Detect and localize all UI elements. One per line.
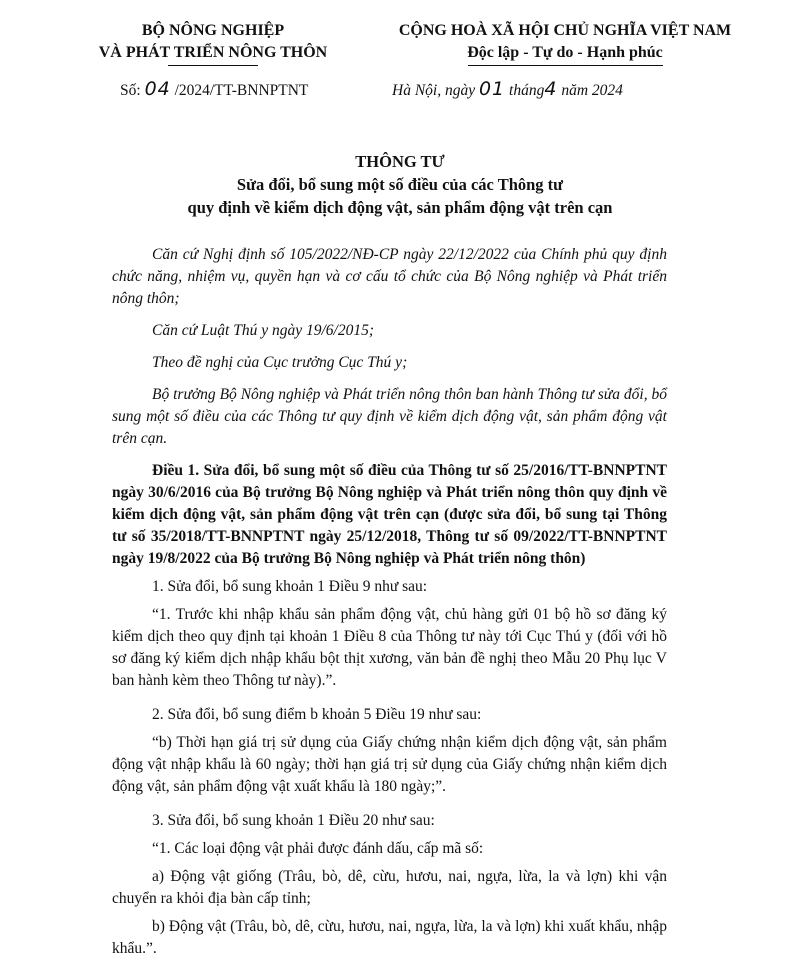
document-title <box>0 150 800 219</box>
document-body <box>112 244 667 966</box>
article-1-heading: Điều 1. Sửa đổi, bổ sung một số điều của Thông tư số 25/2016/TT-BNNPTNT ngày 30/6/2016 của Bộ trưởng Bộ Nông nghiệp và Phát triển nông thôn quy định về kiểm dịch động vật, sản phẩm động vật trên cạn (được sửa đổi, bổ sung tại Thông tư số 35/2018/TT-BNNPTNT ngày 25/12/2018, Thông tư số 09/2022/TT-BNNPTNT ngày 19/8/2022 của Bộ trưởng Bộ Nông nghiệp và Phát triển nông thôn) <box>112 462 667 567</box>
clause-3-text: “1. Các loại động vật phải được đánh dấu, cấp mã số: <box>152 840 484 857</box>
basis-decree: Căn cứ Nghị định số 105/2022/NĐ-CP ngày 22/12/2022 của Chính phủ quy định chức năng, nhiệm vụ, quyền hạn và cơ cấu tổ chức của Bộ Nông nghiệp và Phát triển nông thôn; <box>112 246 667 307</box>
clause-1-text: “1. Trước khi nhập khẩu sản phẩm động vật, chủ hàng gửi 01 bộ hồ sơ đăng ký kiểm dịch theo quy định tại khoản 1 Điều 8 của Thông tư này tới Cục Thú y (đối với hồ sơ đăng ký kiểm dịch nhập khẩu bột thịt xương, văn bản đề nghị theo Mẫu 20 Phụ lục V ban hành kèm theo Thông tư này).”. <box>112 606 667 689</box>
basis-law: Căn cứ Luật Thú y ngày 19/6/2015; <box>152 322 375 339</box>
clause-3-point-b: b) Động vật (Trâu, bò, dê, cừu, hươu, nai, ngựa, lừa, la và lợn) khi xuất khẩu, nhập khẩu.”. <box>112 918 667 957</box>
title-subject-line-2: quy định về kiểm dịch động vật, sản phẩm động vật trên cạn <box>187 198 613 217</box>
so-suffix: /2024/TT-BNNPTNT <box>174 82 309 99</box>
date-prefix: Hà Nội, ngày <box>392 82 476 99</box>
date-day-handwritten: 01 <box>478 78 506 100</box>
ministry-line-1: BỘ NÔNG NGHIỆP <box>141 22 285 39</box>
clause-1-intro: 1. Sửa đổi, bổ sung khoản 1 Điều 9 như sau: <box>152 578 428 595</box>
title-subject-line-1: Sửa đổi, bổ sung một số điều của các Thông tư <box>236 175 564 194</box>
date-year: năm 2024 <box>561 82 623 99</box>
country-name: CỘNG HOÀ XÃ HỘI CHỦ NGHĨA VIỆT NAM <box>398 22 732 39</box>
title-type: THÔNG TƯ <box>355 152 445 171</box>
so-label: Số: <box>120 82 141 99</box>
promulgation-statement: Bộ trưởng Bộ Nông nghiệp và Phát triển nông thôn ban hành Thông tư sửa đổi, bổ sung một số điều của các Thông tư quy định về kiểm dịch động vật, sản phẩm động vật trên cạn. <box>112 386 667 447</box>
country-header <box>345 20 785 66</box>
ministry-header <box>98 20 328 66</box>
so-number-handwritten: 04 <box>144 78 171 100</box>
date-month-label: tháng <box>509 82 545 99</box>
document-number <box>120 78 308 100</box>
ministry-line-2: VÀ PHÁT TRIỂN NÔNG THÔN <box>98 44 328 61</box>
basis-proposal: Theo đề nghị của Cục trưởng Cục Thú y; <box>152 354 408 371</box>
clause-3-point-a: a) Động vật giống (Trâu, bò, dê, cừu, hươu, nai, ngựa, lừa, la và lợn) khi vận chuyển ra khỏi địa bàn cấp tỉnh; <box>112 868 667 907</box>
date-month-handwritten: 4 <box>544 78 558 100</box>
ministry-underline <box>168 65 258 66</box>
clause-2-intro: 2. Sửa đổi, bổ sung điểm b khoản 5 Điều 19 như sau: <box>152 706 482 723</box>
document-date <box>392 78 623 100</box>
motto-underline <box>468 65 663 66</box>
clause-2-text: “b) Thời hạn giá trị sử dụng của Giấy chứng nhận kiểm dịch động vật, sản phẩm động vật nhập khẩu là 60 ngày; thời hạn giá trị sử dụng của Giấy chứng nhận kiểm dịch động vật, sản phẩm động vật xuất khẩu là 180 ngày;”. <box>112 734 667 795</box>
clause-3-intro: 3. Sửa đổi, bổ sung khoản 1 Điều 20 như sau: <box>152 812 435 829</box>
country-motto: Độc lập - Tự do - Hạnh phúc <box>467 44 663 61</box>
